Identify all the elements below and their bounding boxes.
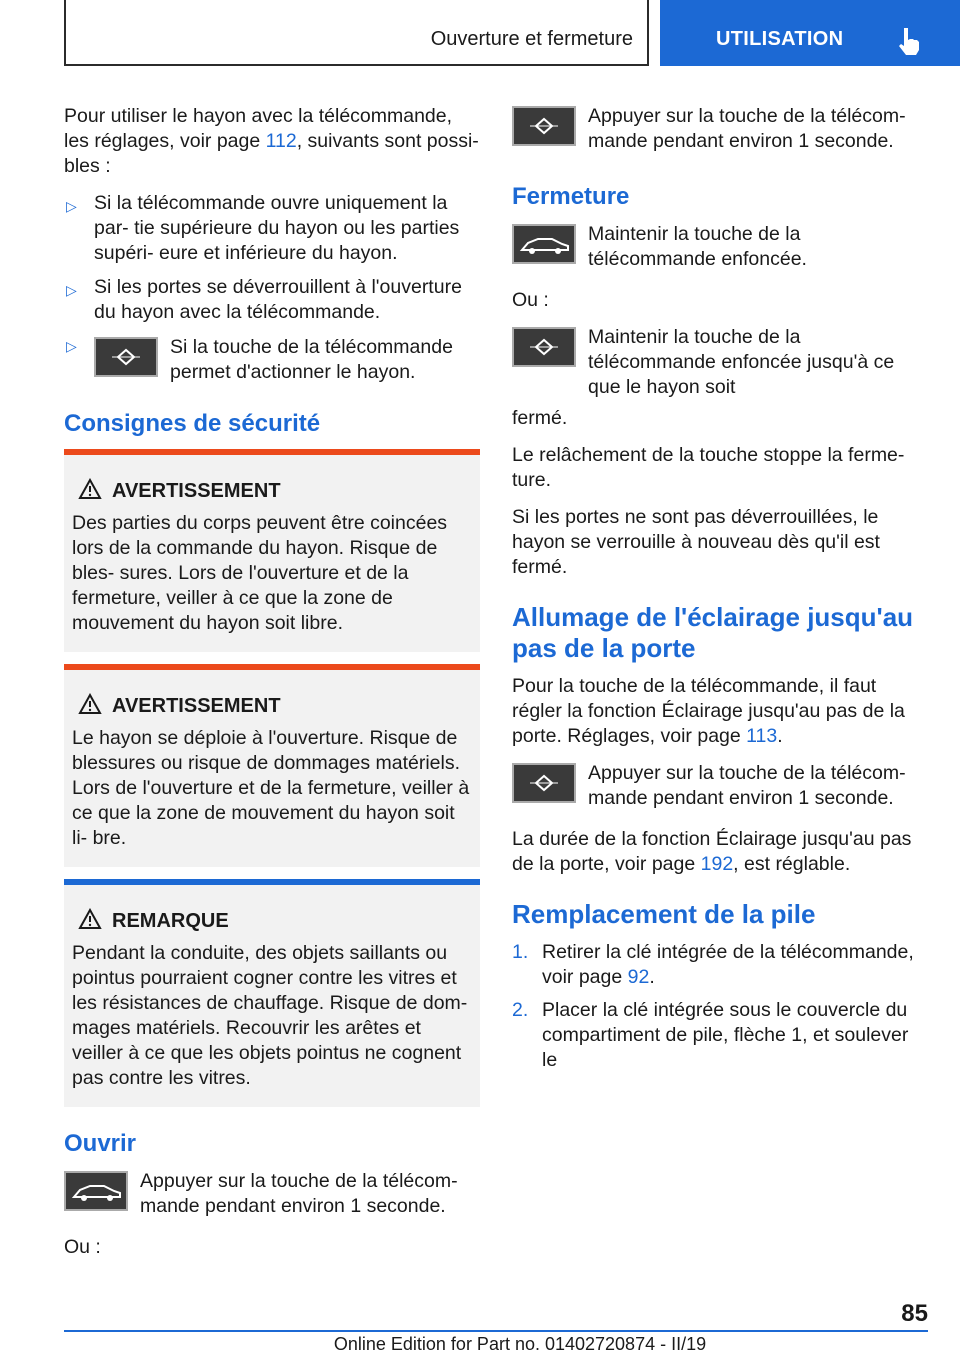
tailgate-key-icon — [94, 337, 158, 377]
header-title-box — [64, 0, 649, 66]
key-row — [512, 761, 928, 817]
triangle-bullet-icon: ▷ — [66, 338, 77, 354]
note-text: Pendant la conduite, des objets saillants ou pointus pourraient cogner contre les vitres et les résistances de chauffage. Risque de dom‐ mages matériels. Recouvrir les arêtes et veiller à ce que les objets pointus ne cognent pas contre les vitres. — [72, 942, 468, 1089]
footer-edition: Online Edition for Part no. 01402720874 - II/19 — [333, 1334, 707, 1354]
footer-divider — [64, 1330, 928, 1332]
tab-utilisation[interactable] — [660, 0, 960, 66]
warning-triangle-icon — [78, 478, 102, 500]
right-column — [512, 104, 928, 1081]
page-link[interactable]: 112 — [265, 130, 297, 152]
note-box — [64, 879, 480, 1107]
open-heading: Ouvrir — [64, 1130, 137, 1157]
close-heading: Fermeture — [512, 183, 630, 210]
tab-utilisation-label: UTILISATION — [716, 28, 844, 50]
page-link[interactable]: 92 — [627, 966, 650, 988]
key-description: Maintenir la touche de la télécommande enfoncée. — [588, 223, 807, 270]
light-paragraph: Pour la touche de la télécommande, il faut régler la fonction Éclairage jusqu'au pas de la porte. Réglages, voir page 113. — [512, 675, 905, 747]
key-description: Appuyer sur la touche de la télécom‐ mande pendant environ 1 seconde. — [588, 105, 906, 152]
warning-text: Des parties du corps peuvent être coincées lors de la commande du hayon. Risque de bles‐ sures. Lors de l'ouverture et de la fermeture, veiller à ce que la zone de mouvement du hayon soit libre. — [72, 512, 448, 634]
key-description: Maintenir la touche de la télécommande enfoncée jusqu'à ce que le hayon soit — [588, 326, 895, 398]
light-heading: Allumage de l'éclairage jusqu'au pas de la porte — [512, 602, 914, 663]
key-description: Appuyer sur la touche de la télécom‐ mande pendant environ 1 seconde. — [588, 762, 906, 809]
duration-paragraph: La durée de la fonction Éclairage jusqu'au pas de la porte, voir page 192, est réglable. — [512, 828, 912, 875]
battery-heading: Remplacement de la pile — [512, 899, 816, 929]
key-row — [512, 325, 928, 400]
warning-triangle-icon — [78, 693, 102, 715]
key-description: Si la touche de la télécommande permet d'actionner le hayon. — [170, 336, 453, 383]
page-number: 85 — [901, 1300, 928, 1327]
warning-title: AVERTISSEMENT — [72, 692, 472, 720]
tailgate-key-icon — [512, 106, 576, 146]
safety-heading: Consignes de sécurité — [64, 410, 321, 437]
list-item-key — [64, 335, 480, 387]
key-row — [64, 1169, 480, 1225]
tailgate-key-icon — [512, 763, 576, 803]
list-item: 2. Placer la clé intégrée sous le couvercle du compartiment de pile, flèche 1, et soulever le — [512, 999, 909, 1071]
list-item: 1. Retirer la clé intégrée de la télécommande, voir page 92. — [512, 941, 914, 988]
car-key-icon — [64, 1171, 128, 1211]
triangle-bullet-icon: ▷ — [66, 282, 77, 298]
hand-pointer-icon — [896, 26, 922, 56]
car-key-icon — [512, 224, 576, 264]
list-item: ▷ Si les portes se déverrouillent à l'ouverture du hayon avec la télécommande. — [66, 276, 462, 323]
conditions-list — [64, 191, 480, 325]
key-row — [512, 104, 928, 160]
steps-list — [512, 940, 928, 1073]
release-paragraph: Le relâchement de la touche stoppe la ferme‐ ture. — [512, 444, 905, 491]
or-text: Ou : — [64, 1236, 101, 1258]
page-link[interactable]: 192 — [700, 853, 734, 875]
header-title: Ouverture et fermeture — [430, 28, 633, 50]
intro-paragraph: Pour utiliser le hayon avec la télécommande, les réglages, voir page 112, suivants sont possi‐ bles : — [64, 105, 479, 177]
tailgate-key-icon — [512, 327, 576, 367]
left-column — [64, 104, 480, 1272]
list-item: ▷ Si la télécommande ouvre uniquement la par‐ tie supérieure du hayon ou les parties supéri‐ eure et inférieure du hayon. — [66, 192, 460, 264]
key-row — [512, 222, 928, 278]
triangle-bullet-icon: ▷ — [66, 198, 77, 214]
warning-triangle-icon — [78, 908, 102, 930]
warning-title: AVERTISSEMENT — [72, 477, 472, 505]
or-text: Ou : — [512, 289, 549, 311]
key-description-continued: fermé. — [512, 407, 568, 429]
warning-text: Le hayon se déploie à l'ouverture. Risque de blessures ou risque de dommages matériels. Lors de l'ouverture et de la fermeture, veiller à ce que la zone de mouvement du hayon soit li‐ bre. — [72, 727, 470, 849]
page-link[interactable]: 113 — [746, 725, 778, 747]
lock-paragraph: Si les portes ne sont pas déverrouillées, le hayon se verrouille à nouveau dès qu'il est fermé. — [512, 506, 880, 578]
warning-box — [64, 664, 480, 867]
note-title: REMARQUE — [72, 907, 472, 935]
warning-box — [64, 449, 480, 652]
key-description: Appuyer sur la touche de la télécom‐ mande pendant environ 1 seconde. — [140, 1170, 458, 1217]
